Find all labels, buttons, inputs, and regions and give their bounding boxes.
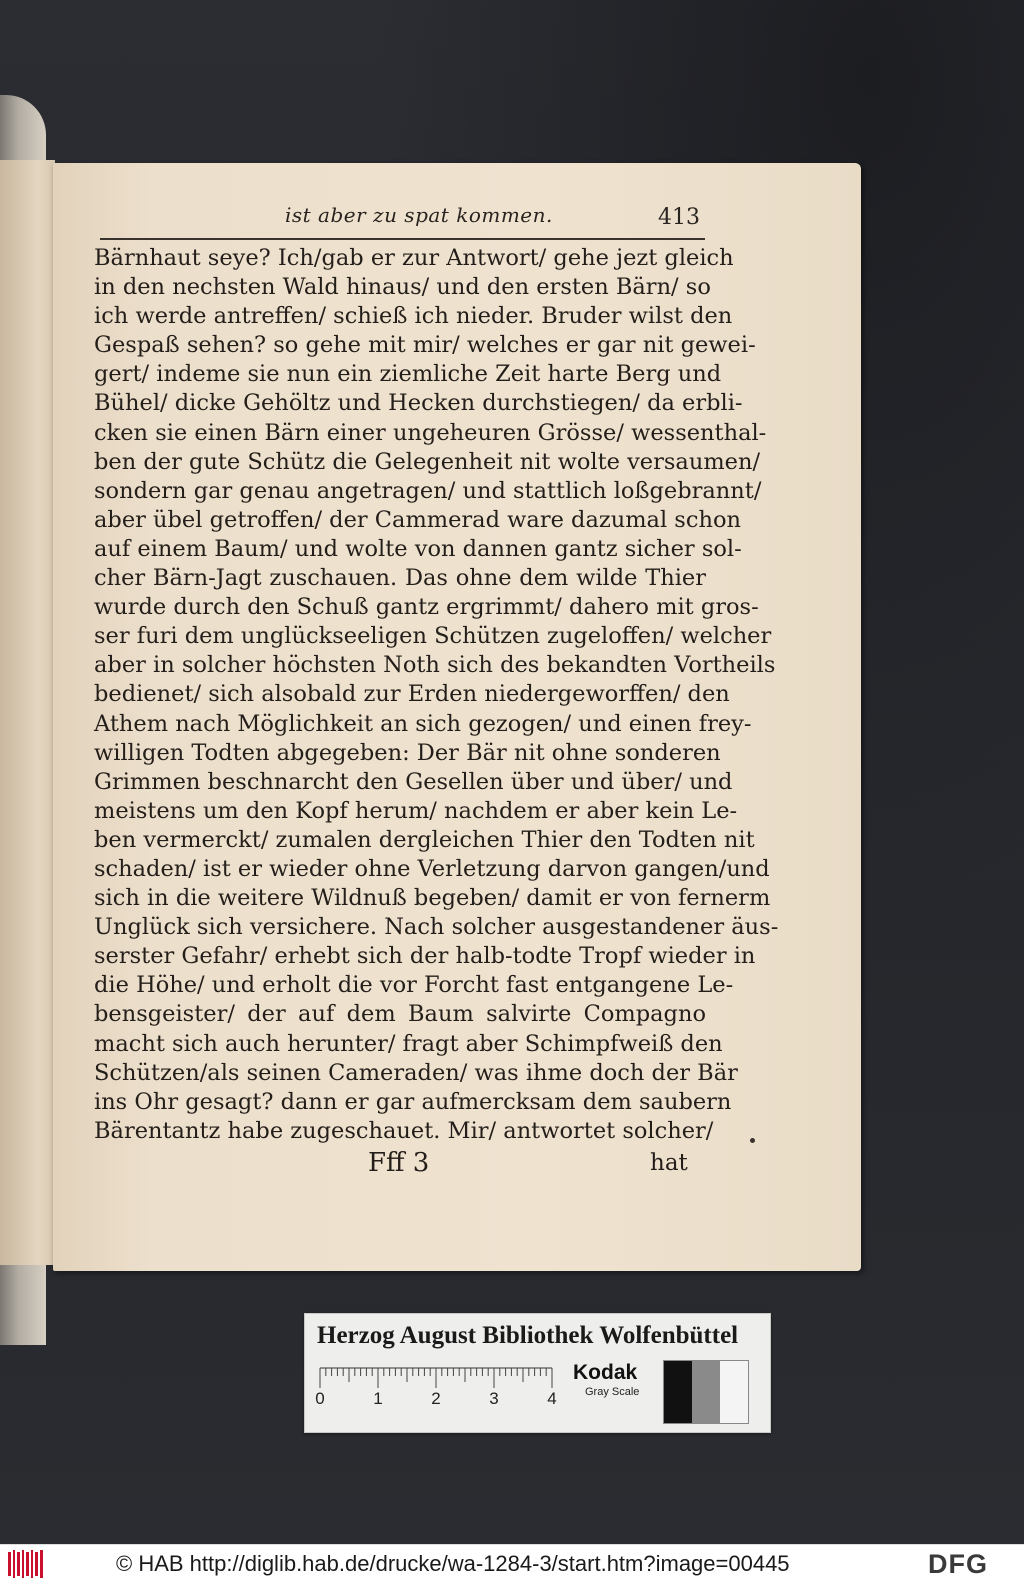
text-line: ins Ohr gesagt? dann er gar aufmercksam dem saubern: [94, 1088, 732, 1115]
gray-patch: [692, 1361, 720, 1423]
text-line: Schützen/als seinen Cameraden/ was ihme doch der Bär: [94, 1059, 738, 1086]
gray-patch: [664, 1361, 692, 1423]
text-line: gert/ indeme sie nun ein ziemliche Zeit harte Berg und: [94, 361, 722, 388]
text-line: cken sie einen Bärn einer ungeheuren Grösse/ wessenthal-: [94, 419, 767, 446]
text-line: ich werde antreffen/ schieß ich nieder. Bruder wilst den: [94, 303, 733, 330]
dfg-logo: DFG: [928, 1549, 988, 1579]
text-line: Bühel/ dicke Gehöltz und Hecken durchstiegen/ da erbli-: [94, 390, 743, 417]
text-line: aber in solcher höchsten Noth sich des bekandten Vortheils: [94, 652, 776, 679]
gray-patch: [720, 1361, 748, 1423]
footer-bar: [0, 1544, 1024, 1583]
gray-patches: [663, 1360, 749, 1424]
kodak-logo: Kodak: [573, 1361, 638, 1384]
text-line: in den nechsten Wald hinaus/ und den ersten Bärn/ so: [94, 274, 711, 301]
text-line: schaden/ ist er wieder ohne Verletzung darvon gangen/und: [94, 855, 770, 882]
text-line: sondern gar genau angetragen/ und stattlich loßgebrannt/: [94, 477, 762, 504]
color-target: [304, 1313, 771, 1433]
text-line: Bärnhaut seye? Ich/gab er zur Antwort/ gehe jezt gleich: [94, 245, 734, 271]
text-line: willigen Todten abgegeben: Der Bär nit ohne sonderen: [94, 739, 721, 766]
text-line: cher Bärn-Jagt zuschauen. Das ohne dem wilde Thier: [94, 565, 706, 592]
text-line: meistens um den Kopf herum/ nachdem er aber kein Le-: [94, 797, 738, 824]
text-line: die Höhe/ und erholt die vor Forcht fast entgangene Le-: [94, 972, 734, 999]
catchword: hat: [650, 1150, 688, 1176]
text-line: ben vermerckt/ zumalen dergleichen Thier den Todten nit: [94, 826, 755, 853]
left-page-fragment: [0, 160, 55, 1265]
scale-number: 1: [373, 1389, 383, 1408]
text-line: ser furi dem unglückseeligen Schützen zugeloffen/ welcher: [94, 623, 772, 650]
signature-mark: Fff 3: [368, 1148, 430, 1178]
gray-scale-label: Gray Scale: [585, 1386, 640, 1398]
text-line: ben der gute Schütz die Gelegenheit nit wolte versaumen/: [94, 448, 761, 475]
text-line: wurde durch den Schuß gantz ergrimmt/ dahero mit gros-: [94, 594, 759, 621]
library-label: Herzog August Bibliothek Wolfenbüttel: [317, 1322, 739, 1349]
scale-number: 2: [431, 1389, 441, 1408]
footer-credit-link[interactable]: © HAB http://diglib.hab.de/drucke/wa-1284-3/start.htm?image=00445: [116, 1551, 790, 1576]
text-line: auf einem Baum/ und wolte von dannen gantz sicher sol-: [94, 535, 742, 562]
text-line: serster Gefahr/ erhebt sich der halb-todte Tropf wieder in: [94, 943, 756, 970]
page-number: 413: [658, 205, 700, 230]
body-text: [94, 244, 779, 1146]
text-line: bensgeister/ der auf dem Baum salvirte Compagno: [94, 1001, 706, 1028]
text-line: Unglück sich versichere. Nach solcher ausgestandener äus-: [94, 914, 779, 941]
text-line: Grimmen beschnarcht den Gesellen über und über/ und: [94, 768, 733, 795]
text-line: sich in die weitere Wildnuß begeben/ damit er von fernerm: [94, 885, 771, 912]
text-line: Bärentantz habe zugeschauet. Mir/ antwortet solcher/: [94, 1117, 714, 1144]
ruler-scale: [317, 1366, 557, 1406]
margin-dot: [750, 1138, 755, 1143]
text-line: Athem nach Möglichkeit an sich gezogen/ und einen frey-: [94, 710, 752, 737]
text-line: aber übel getroffen/ der Cammerad ware dazumal schon: [94, 506, 741, 533]
hab-logo-icon: [6, 1548, 46, 1580]
scale-number: 0: [315, 1389, 325, 1408]
head-rule: [100, 238, 705, 240]
text-line: bedienet/ sich alsobald zur Erden niedergeworffen/ den: [94, 681, 730, 708]
running-head: ist aber zu spat kommen.: [285, 203, 553, 227]
text-line: macht sich auch herunter/ fragt aber Schimpfweiß den: [94, 1030, 723, 1057]
scale-number: 3: [489, 1389, 499, 1408]
scale-number: 4: [547, 1389, 557, 1408]
text-line: Gespaß sehen? so gehe mit mir/ welches er gar nit gewei-: [94, 332, 756, 359]
